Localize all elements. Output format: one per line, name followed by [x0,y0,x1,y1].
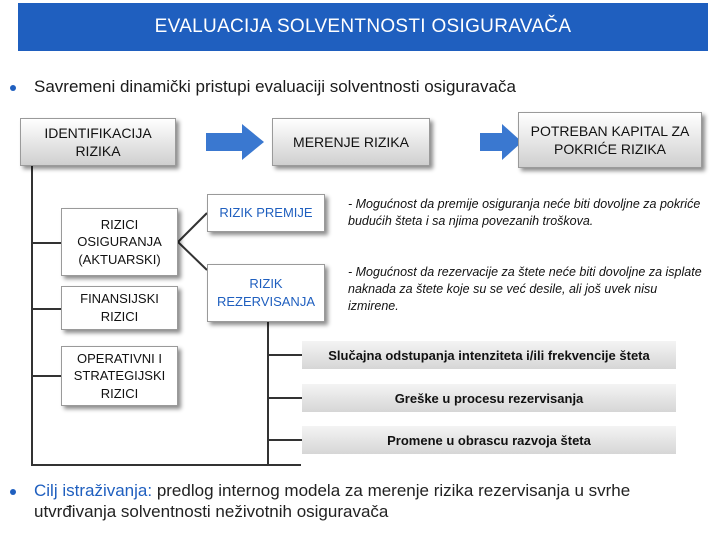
step-identification-box [20,118,176,166]
tree-trunk-line [31,160,33,465]
arrow-right-icon [206,124,264,160]
risk-operational-label: OPERATIVNI I STRATEGIJSKI RIZICI [73,350,166,401]
risk-insurance-box [61,208,178,276]
page-title [18,3,708,51]
bullet-marker [10,85,16,91]
cause-item-label: Slučajna odstupanja intenziteta i/ili frekvencije šteta [328,347,650,363]
cause-item [302,426,676,454]
bullet-marker [10,489,16,495]
tree-branch-insurance [31,242,61,244]
research-goal-text: predlog internog modela za merenje rizika rezervisanja u svrhe utvrđivanja solventnosti neživotnih osiguravača [34,481,631,522]
risk-financial-box [61,286,178,330]
step-capital-label: POTREBAN KAPITAL ZA POKRIĆE RIZIKA [530,122,690,157]
research-goal-label: Cilj istraživanja: [34,481,153,500]
cause-item-label: Greške u procesu rezervisanja [394,390,584,406]
cause-item [302,384,676,412]
page-title-text: EVALUACIJA SOLVENTNOSTI OSIGURAVAČA [154,16,572,37]
premium-risk-box [207,194,325,232]
arrow-right-icon [480,124,522,160]
step-identification-label: IDENTIFIKACIJA RIZIKA [44,124,152,159]
reserving-risk-box [207,264,325,322]
cause-item [302,341,676,369]
research-goal [34,480,704,523]
tree-branch-operational [31,375,61,377]
risk-insurance-label: RIZICI OSIGURANJA (AKTUARSKI) [77,216,162,267]
step-measurement-box [272,118,430,166]
section-heading: Savremeni dinamički pristupi evaluaciji solventnosti osiguravača [34,77,516,96]
reserving-risk-note: - Mogućnost da rezervacije za štete neće biti dovoljne za isplate naknada za štete koje su se već desile, ali još uvek nisu izmirene. [348,265,702,313]
step-measurement-label: MERENJE RIZIKA [293,133,409,150]
reserving-risk-label: RIZIK REZERVISANJA [216,276,315,309]
premium-risk-label: RIZIK PREMIJE [219,205,313,221]
tree-branch-bottom [31,464,301,466]
tree-branch-financial [31,308,61,310]
risk-financial-label: FINANSIJSKI RIZICI [80,291,159,324]
risk-operational-box [61,346,178,406]
cause-item-label: Promene u obrascu razvoja šteta [387,432,591,448]
step-capital-box [518,112,702,168]
premium-risk-note: - Mogućnost da premije osiguranja neće biti dovoljne za pokriće budućih šteta i sa njima povezanih troškova. [348,197,701,228]
